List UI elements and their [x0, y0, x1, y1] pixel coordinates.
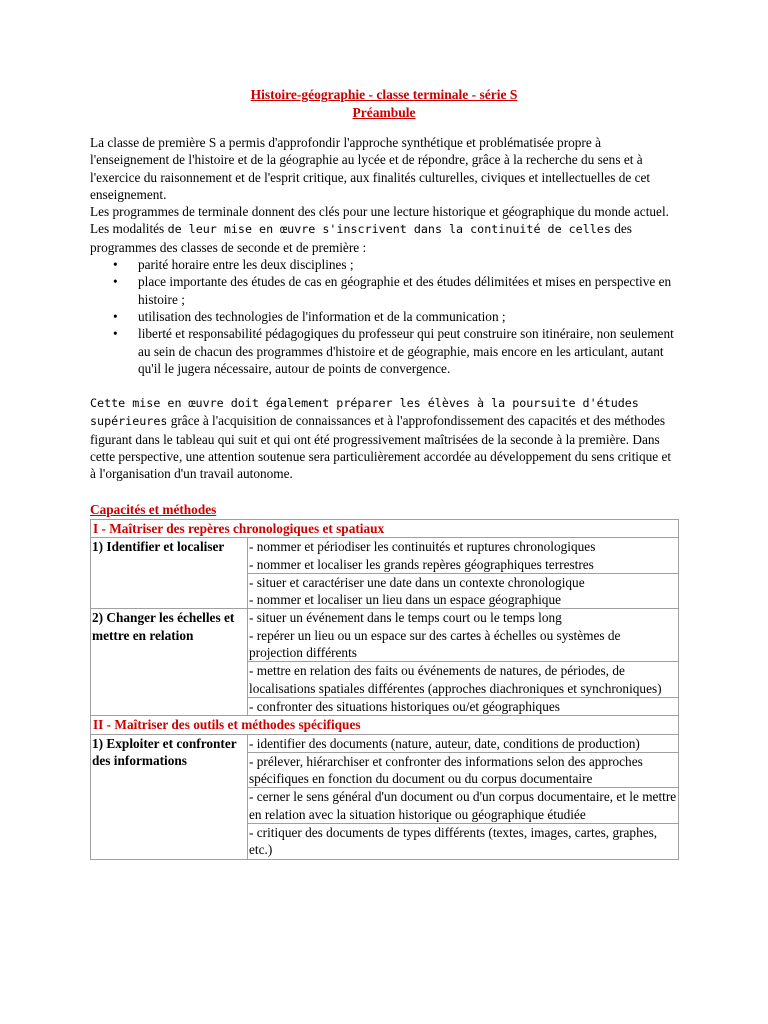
- intro-bullet-list: [90, 256, 678, 377]
- row-label: 1) Identifier et localiser: [91, 538, 248, 609]
- row-label: 2) Changer les échelles et mettre en relation: [91, 609, 248, 716]
- intro-paragraph-3: [90, 394, 678, 482]
- table-cell: - cerner le sens général d'un document ou d'un corpus documentaire, et le mettre en relation avec la situation historique ou géographique étudiée: [248, 788, 679, 824]
- table-cell: - prélever, hiérarchiser et confronter des informations selon des approches spécifiques en fonction du document ou du corpus documentaire: [248, 752, 679, 788]
- table-cell: [248, 573, 679, 609]
- title-line-1: Histoire-géographie - classe terminale - série S: [250, 87, 518, 102]
- cell-line: - nommer et périodiser les continuités et ruptures chronologiques: [249, 539, 596, 555]
- intro-p2-part-c: des programmes des classes de seconde et de première :: [90, 221, 632, 255]
- bullet-item: • place importante des études de cas en géographie et des études délimitées et mises en perspective en histoire ;: [138, 273, 678, 308]
- intro-paragraph-2: [90, 203, 678, 256]
- table-row: [91, 734, 679, 752]
- cell-line: - nommer et localiser les grands repères géographiques terrestres: [249, 556, 594, 572]
- section-1-heading: I - Maîtriser des repères chronologiques et spatiaux: [91, 519, 679, 537]
- table-row: [91, 538, 679, 574]
- intro-p2-part-b: de leur mise en œuvre s'inscrivent dans la continuité de celles: [167, 222, 611, 237]
- intro-p2-part-a: Les programmes de terminale donnent des clés pour une lecture historique et géographique du monde actuel. Les modalités: [90, 204, 669, 237]
- table-cell: [248, 609, 679, 662]
- table-row: [91, 609, 679, 662]
- bullet-item: • liberté et responsabilité pédagogiques du professeur qui peut construire son itinéraire, non seulement au sein de chacun des programmes d'histoire et de géographie, mais encore en les articulant, autant qu'il le jugera nécessaire, autour de points de convergence.: [138, 325, 678, 377]
- table-cell: - critiquer des documents de types différents (textes, images, cartes, graphes, etc.): [248, 823, 679, 859]
- bullet-item: • parité horaire entre les deux disciplines ;: [138, 256, 678, 273]
- cell-line: - repérer un lieu ou un espace sur des cartes à échelles ou systèmes de projection différents: [249, 627, 621, 661]
- capacites-heading: Capacités et méthodes: [90, 501, 217, 517]
- cell-line: - situer un événement dans le temps court ou le temps long: [249, 610, 562, 626]
- table-cell: - identifier des documents (nature, auteur, date, conditions de production): [248, 734, 679, 752]
- capacites-table: [90, 519, 679, 860]
- cell-line: - situer et caractériser une date dans un contexte chronologique: [249, 574, 585, 590]
- document-page: [90, 86, 678, 860]
- intro-paragraph-1: La classe de première S a permis d'approfondir l'approche synthétique et problématisée propre à l'enseignement de l'histoire et de la géographie au lycée et de répondre, grâce à la recherche du sens et à l'exercice du raisonnement et de l'esprit critique, aux finalités culturelles, civiques et intellectuelles de cet enseignement.: [90, 135, 651, 202]
- intro-p3-part-a: Cette mise en œuvre doit également préparer les élèves à la poursuite d'études supérieures: [90, 396, 639, 429]
- document-title: [90, 86, 678, 121]
- table-section-row: [91, 716, 679, 734]
- bullet-item: • utilisation des technologies de l'information et de la communication ;: [138, 308, 678, 325]
- table-cell: [248, 538, 679, 574]
- title-line-2: Préambule: [352, 104, 416, 120]
- table-cell: - mettre en relation des faits ou événements de natures, de périodes, de localisations spatiales différentes (approches diachroniques et synchroniques): [248, 662, 679, 698]
- table-cell: - confronter des situations historiques ou/et géographiques: [248, 697, 679, 715]
- intro-p3-part-b: grâce à l'acquisition de connaissances et à l'approfondissement des capacités et des méthodes figurant dans le tableau qui suit et qui ont été progressivement maîtrisées de la seconde à la première. Dans cette perspective, une attention soutenue sera particulièrement accordée au développement du sens critique et à l'organisation d'un travail autonome.: [90, 413, 672, 482]
- table-section-row: [91, 519, 679, 537]
- row-label: 1) Exploiter et confronter des informations: [91, 734, 248, 859]
- section-2-heading: II - Maîtriser des outils et méthodes spécifiques: [91, 716, 679, 734]
- cell-line: - nommer et localiser un lieu dans un espace géographique: [249, 592, 561, 608]
